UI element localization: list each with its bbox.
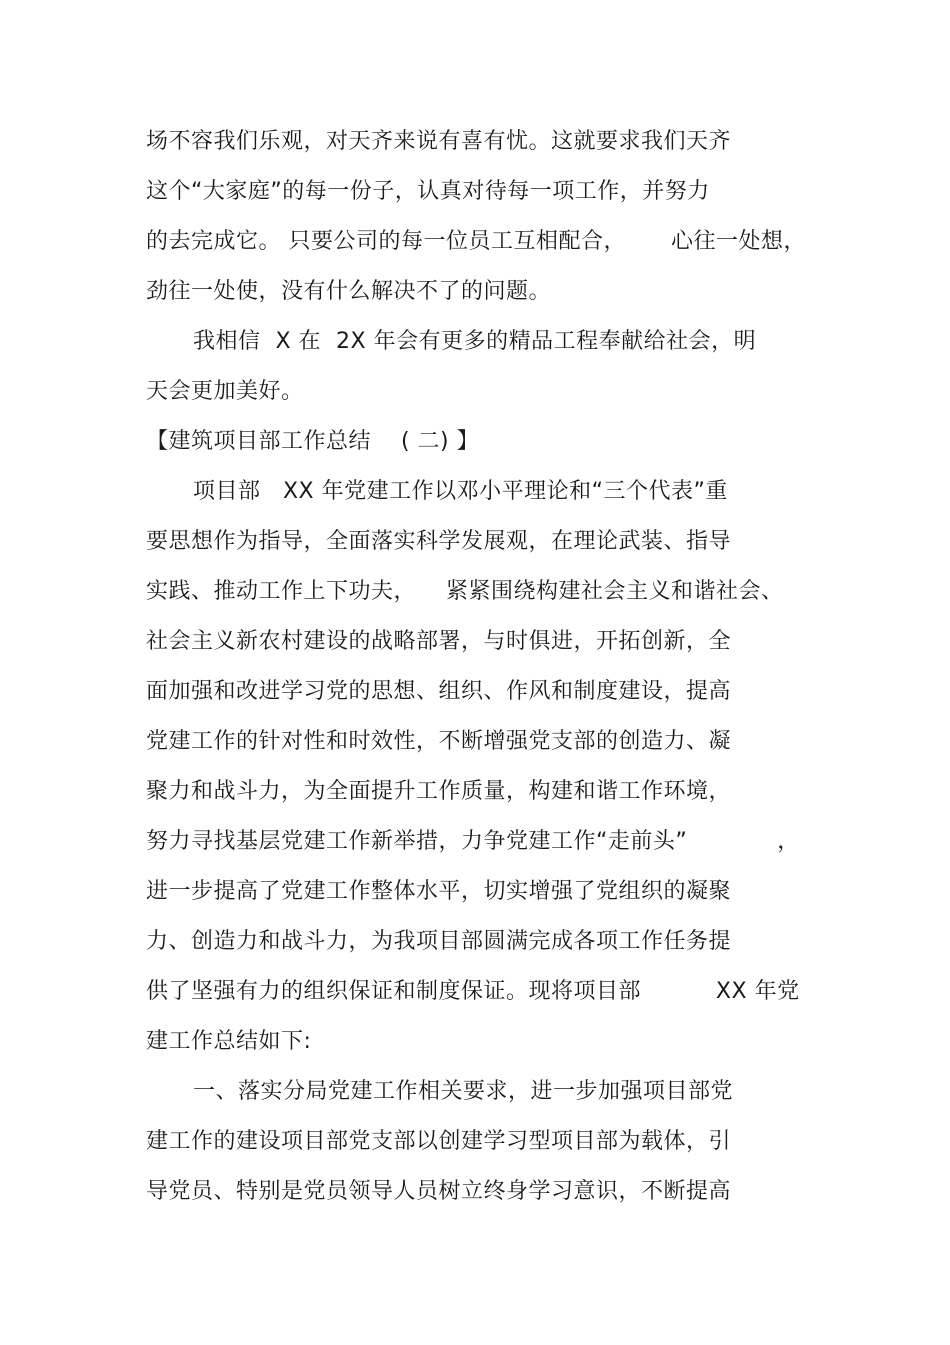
text-line: 导党员、特别是党员领导人员树立终身学习意识，不断提高 [146, 1179, 732, 1204]
text-line: 项目部 XX 年党建工作以邓小平理论和“三个代表”重 [193, 479, 728, 504]
section-heading: 【建筑项目部工作总结 ( 二) 】 [146, 429, 480, 454]
text-line: 努力寻找基层党建工作新举措，力争党建工作“走前头” ， [146, 829, 800, 854]
text-line: 社会主义新农村建设的战略部署，与时俱进，开拓创新，全 [146, 629, 732, 654]
text-line: 一、落实分局党建工作相关要求，进一步加强项目部党 [193, 1079, 734, 1104]
text-line: 面加强和改进学习党的思想、组织、作风和制度建设，提高 [146, 679, 732, 704]
text-line: 场不容我们乐观，对天齐来说有喜有忧。这就要求我们天齐 [146, 129, 732, 154]
text-line: 的去完成它。 只要公司的每一位员工互相配合， 心往一处想， [146, 229, 806, 254]
text-line: 聚力和战斗力，为全面提升工作质量，构建和谐工作环境， [146, 779, 732, 804]
text-line: 要思想作为指导，全面落实科学发展观，在理论武装、指导 [146, 529, 732, 554]
text-line: 我相信 X 在 2X 年会有更多的精品工程奉献给社会，明 [193, 329, 757, 354]
text-line: 党建工作的针对性和时效性，不断增强党支部的创造力、凝 [146, 729, 732, 754]
text-line: 实践、推动工作上下功夫， 紧紧围绕构建社会主义和谐社会、 [146, 579, 784, 604]
text-line: 这个“大家庭”的每一份子，认真对待每一项工作，并努力 [146, 179, 710, 204]
text-line: 劲往一处使，没有什么解决不了的问题。 [146, 279, 552, 304]
text-line: 建工作的建设项目部党支部以创建学习型项目部为载体，引 [146, 1129, 732, 1154]
text-line: 天会更加美好。 [146, 379, 304, 404]
text-line: 进一步提高了党建工作整体水平，切实增强了党组织的凝聚 [146, 879, 732, 904]
text-line: 力、创造力和战斗力，为我项目部圆满完成各项工作任务提 [146, 929, 732, 954]
text-line: 供了坚强有力的组织保证和制度保证。现将项目部 XX 年党 [146, 979, 800, 1004]
text-line: 建工作总结如下: [146, 1029, 312, 1054]
